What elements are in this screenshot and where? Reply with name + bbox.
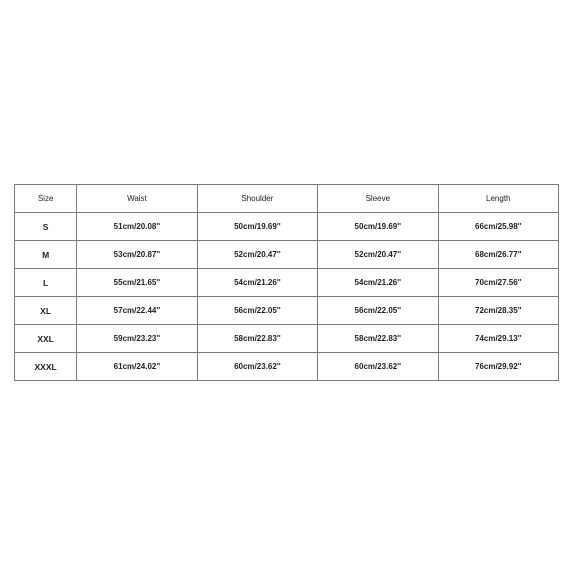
header-shoulder: Shoulder [197,185,317,213]
header-waist: Waist [77,185,197,213]
length-cell: 66cm/25.98'' [438,213,558,241]
waist-cell: 51cm/20.08'' [77,213,197,241]
size-cell: XXXL [15,353,77,381]
shoulder-cell: 60cm/23.62'' [197,353,317,381]
waist-cell: 55cm/21.65'' [77,269,197,297]
shoulder-cell: 54cm/21.26'' [197,269,317,297]
table-row [15,269,559,297]
shoulder-cell: 50cm/19.69'' [197,213,317,241]
table-header-row [15,185,559,213]
length-cell: 76cm/29.92'' [438,353,558,381]
sleeve-cell: 54cm/21.26'' [318,269,438,297]
length-cell: 74cm/29.13'' [438,325,558,353]
header-size: Size [15,185,77,213]
size-cell: XL [15,297,77,325]
waist-cell: 57cm/22.44'' [77,297,197,325]
size-cell: XXL [15,325,77,353]
table-row [15,325,559,353]
length-cell: 72cm/28.35'' [438,297,558,325]
header-length: Length [438,185,558,213]
shoulder-cell: 58cm/22.83'' [197,325,317,353]
waist-cell: 61cm/24.02'' [77,353,197,381]
size-chart-table [14,184,559,381]
size-cell: L [15,269,77,297]
header-sleeve: Sleeve [318,185,438,213]
table-row [15,353,559,381]
sleeve-cell: 50cm/19.69'' [318,213,438,241]
size-cell: S [15,213,77,241]
waist-cell: 59cm/23.23'' [77,325,197,353]
shoulder-cell: 52cm/20.47'' [197,241,317,269]
waist-cell: 53cm/20.87'' [77,241,197,269]
length-cell: 68cm/26.77'' [438,241,558,269]
table-row [15,241,559,269]
sleeve-cell: 58cm/22.83'' [318,325,438,353]
sleeve-cell: 56cm/22.05'' [318,297,438,325]
table-row [15,213,559,241]
length-cell: 70cm/27.56'' [438,269,558,297]
sleeve-cell: 60cm/23.62'' [318,353,438,381]
sleeve-cell: 52cm/20.47'' [318,241,438,269]
size-cell: M [15,241,77,269]
table-row [15,297,559,325]
shoulder-cell: 56cm/22.05'' [197,297,317,325]
